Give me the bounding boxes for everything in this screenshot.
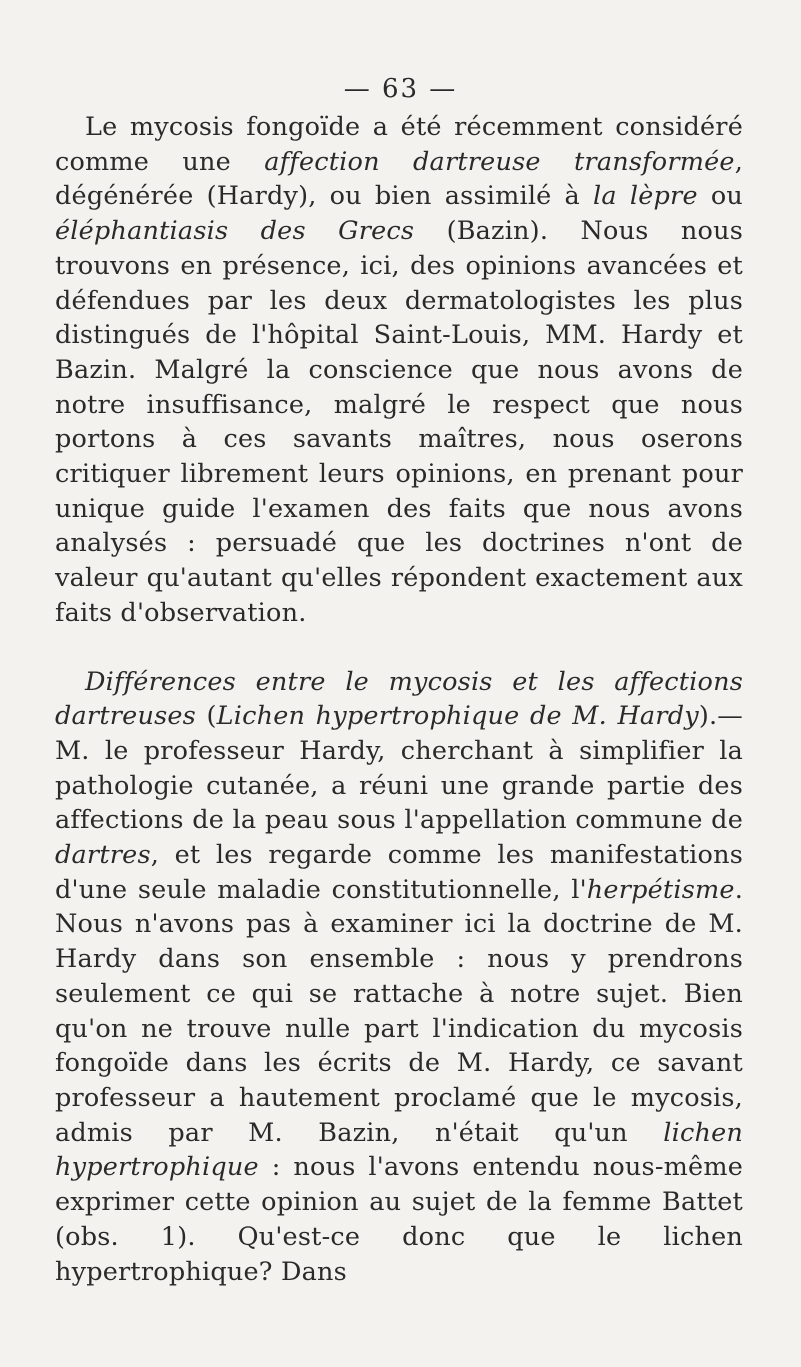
text-run: ( — [195, 701, 217, 732]
section-heading-differences: Différences entre le mycosis et les affections dartreuses — [55, 666, 743, 732]
emphasis-lichen-hypertrophique: lichen hypertrophique — [55, 1117, 743, 1183]
paragraph-differences — [55, 665, 743, 1290]
emphasis-dartres: dartres — [55, 840, 151, 871]
page-number: — 63 — — [343, 74, 458, 104]
emphasis-lichen-hardy: Lichen hypertrophique de M. Hardy — [216, 701, 699, 732]
emphasis-herpetisme: herpétisme — [586, 874, 735, 905]
emphasis-elephantiasis: éléphantiasis des Grecs — [55, 216, 415, 247]
emphasis-affection-dartreuse: affection dartreuse transformée — [264, 146, 735, 177]
text-run: , et les regarde comme les manifestations d'une seule maladie constitutionnelle, l' — [55, 840, 743, 905]
text-run: (Bazin). Nous nous trouvons en présence, ici, des opinions avancées et défendues par les deux dermatologistes les plus distingués de l'hôpital Saint-Louis, MM. Hardy et Bazin. Malgré la conscience que nous avons de notre insuffisance, malgré le respect que nous portons à ces savants maîtres, nous oserons critiquer librement leurs opinions, en prenant pour unique guide l'examen des faits que nous avons analysés : persuadé que les doctrines n'ont de valeur qu'autant qu'elles répondent exactement aux faits d'observation. — [55, 216, 743, 628]
text-run: . Nous n'avons pas à examiner ici la doctrine de M. Hardy dans son ensemble : nous y prendrons seulement ce qui se rattache à notre sujet. Bien qu'on ne trouve nulle part l'indication du mycosis fongoïde dans les écrits de M. Hardy, ce savant professeur a hautement proclamé que le mycosis, admis par M. Bazin, n'était qu'un — [55, 874, 743, 1148]
text-run: , dégénérée (Hardy), ou bien assimilé à — [55, 146, 743, 212]
text-run: ).— M. le professeur Hardy, cherchant à simplifier la pathologie cutanée, a réuni une grande partie des affections de la peau sous l'appellation commune de — [55, 701, 743, 836]
emphasis-lepre: la lèpre — [593, 181, 698, 212]
text-run: : nous l'avons entendu nous-même exprimer cette opinion au sujet de la femme Battet (obs. 1). Qu'est-ce donc que le lichen hypertrophique? Dans — [55, 1152, 743, 1287]
paragraph-mycosis-opinions — [55, 110, 743, 631]
text-run: Le mycosis fongoïde a été récemment considéré comme une — [55, 112, 743, 177]
page-body — [55, 110, 743, 1289]
text-run: ou — [697, 181, 744, 212]
